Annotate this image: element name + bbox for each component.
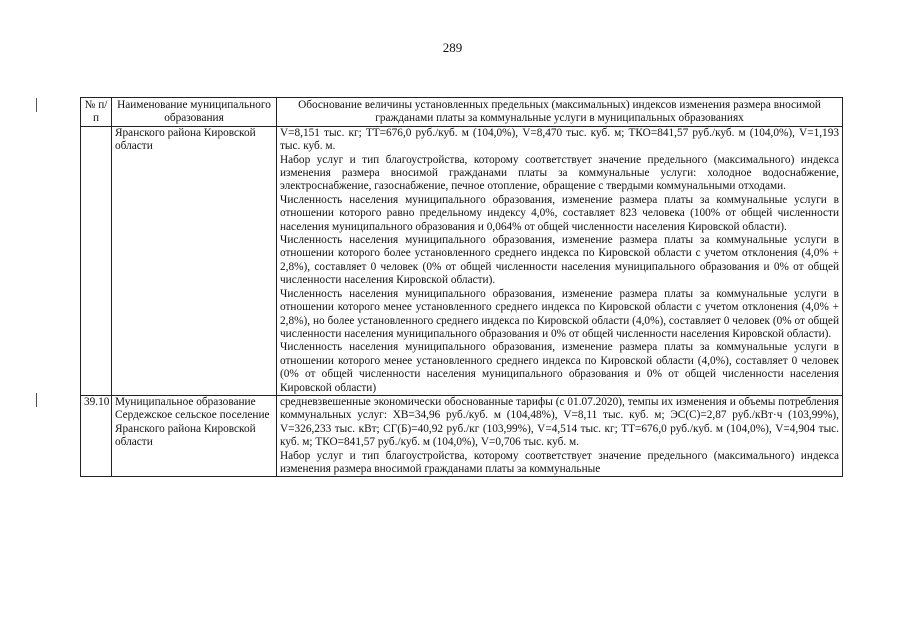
justification-paragraph: Численность населения муниципального образования, изменение размера платы за коммунальные услуги в отношении которого более установленного среднего индекса по Кировской области с учетом отклонения (4,0% + 2,8%), составляет 0 человек (0% от общей численности населения муниципального образования и 0% от общей численности населения Кировской области). bbox=[280, 234, 839, 287]
table-row bbox=[81, 126, 843, 395]
justification-paragraph: Набор услуг и тип благоустройства, которому соответствует значение предельного (максимального) индекса изменения размера вносимой гражданами платы за коммунальные услуги: холодное водоснабжение, электроснабжение, газоснабжение, печное отопление, обращение с твердыми коммунальными отходами. bbox=[280, 153, 839, 193]
header-col-name: Наименование муниципального образования bbox=[112, 98, 277, 127]
municipality-name: Яранского района Кировской области bbox=[112, 126, 277, 395]
header-col-num: № п/п bbox=[81, 98, 112, 127]
table-row bbox=[81, 395, 843, 476]
tariff-index-table bbox=[80, 97, 843, 477]
justification-paragraph: Численность населения муниципального образования, изменение размера платы за коммунальные услуги в отношении которого равно предельному индексу 4,0%, составляет 823 человека (100% от общей численности населения муниципального образования и 0,064% от общей численности населения Кировской области). bbox=[280, 193, 839, 233]
justification-paragraph: Набор услуг и тип благоустройства, которому соответствует значение предельного (максимального) индекса изменения размера вносимой гражданами платы за коммунальные bbox=[280, 449, 839, 475]
row-number bbox=[81, 126, 112, 395]
justification-text bbox=[277, 395, 843, 476]
justification-paragraph: Численность населения муниципального образования, изменение размера платы за коммунальные услуги в отношении которого менее установленного среднего индекса по Кировской области с учетом отклонения (4,0% + 2,8%), но более установленного среднего индекса по Кировской области (4,0%), составляет 0 человек (0% от общей численности населения муниципального образования и 0% от общей численности населения Кировской области). bbox=[280, 287, 839, 340]
justification-paragraph: средневзвешенные экономически обоснованные тарифы (с 01.07.2020), темпы их изменения и объемы потребления коммунальных услуг: ХВ=34,96 руб./куб. м (104,48%), V=8,11 тыс. куб. м; ЭС(С)=2,87 руб./кВт·ч (103,99%), V=326,233 тыс. кВт; СГ(Б)=40,92 руб./кг (103,99%), V=4,514 тыс. кг; ТТ=676,0 руб./куб. м (104,0%), V=4,904 тыс. куб. м; ТКО=841,57 руб./куб. м (104,0%), V=0,706 тыс. куб. м. bbox=[280, 395, 839, 449]
municipality-name: Муниципальное образование Сердежское сельское поселение Яранского района Кировской области bbox=[112, 395, 277, 476]
header-col-desc: Обоснование величины установленных предельных (максимальных) индексов изменения размера вносимой гражданами платы за коммунальные услуги в муниципальных образованиях bbox=[277, 98, 843, 127]
justification-text bbox=[277, 126, 843, 395]
page-number: 289 bbox=[442, 40, 463, 55]
scan-edge-mark-bottom bbox=[36, 393, 37, 407]
justification-paragraph: V=8,151 тыс. кг; ТТ=676,0 руб./куб. м (104,0%), V=8,470 тыс. куб. м; ТКО=841,57 руб./куб. м (104,0%), V=1,193 тыс. куб. м. bbox=[280, 126, 839, 153]
scan-edge-mark-top bbox=[36, 98, 37, 112]
justification-paragraph: Численность населения муниципального образования, изменение размера платы за коммунальные услуги в отношении которого менее установленного среднего индекса по Кировской области (4,0%), составляет 0 человек (0% от общей численности населения муниципального образования и 0% от общей численности населения Кировской области) bbox=[280, 341, 839, 394]
row-number: 39.10 bbox=[81, 395, 112, 476]
table-header-row bbox=[81, 98, 843, 127]
